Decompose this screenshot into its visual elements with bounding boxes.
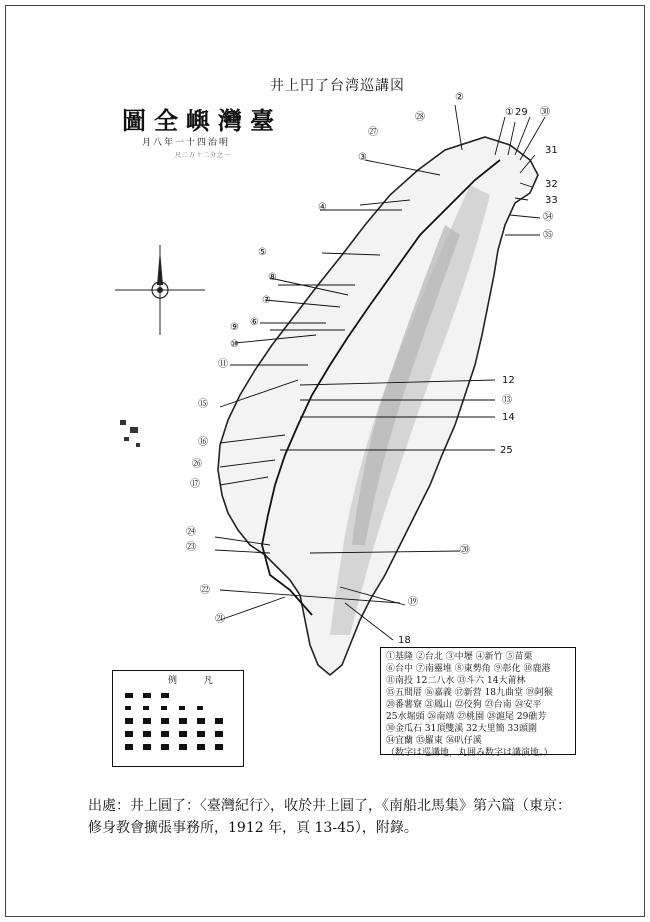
- map-marker-label: ㉟: [543, 230, 553, 241]
- legend-line: ㉚金瓜石 31頂雙溪 32大里簡 33頭圍: [386, 724, 537, 734]
- map-marker-label: ㉖: [192, 459, 202, 470]
- map-heading: 井上円了台湾巡講図: [270, 78, 405, 94]
- old-map-scale-note: 尺二万十二分之一: [175, 152, 232, 159]
- legend-line: （数字は巡講地，丸囲み数字は講演地。）: [386, 748, 553, 758]
- map-marker-label: ⑬: [502, 395, 512, 406]
- map-marker-label: 32: [545, 179, 558, 190]
- legend-line: 25水堀頭 ㉖南靖 ㉗桃園 ㉘滬尾 29礁芳: [386, 712, 547, 722]
- legend-line: ⑪南投 12二八水 ⑬斗六 14大莆林: [386, 676, 526, 686]
- symbol-legend-title: 例 凡: [168, 676, 225, 686]
- map-marker-label: ㉑: [215, 614, 225, 625]
- map-marker-label: 29: [515, 107, 528, 118]
- map-marker-label: ⑤: [258, 247, 267, 258]
- map-marker-label: ⑨: [230, 322, 239, 333]
- compass-rose-icon: [115, 245, 205, 335]
- taiwan-map: [90, 75, 585, 775]
- map-marker-label: ④: [318, 202, 327, 213]
- map-marker-label: 33: [545, 195, 558, 206]
- map-marker-label: ⑪: [218, 359, 228, 370]
- map-marker-label: ㉔: [186, 527, 196, 538]
- map-marker-label: 18: [398, 635, 411, 646]
- legend-line: ①基隆 ②台北 ③中壢 ④新竹 ⑤苗栗: [386, 652, 533, 662]
- legend-line: ⑮五間厝 ⑯嘉義 ⑰新营 18九曲堂 ⑲阿猴: [386, 688, 553, 698]
- old-map-title: 圖全嶼灣臺: [122, 106, 282, 135]
- map-marker-label: 25: [500, 445, 513, 456]
- island-outline: [218, 137, 538, 675]
- map-marker-label: ⑮: [198, 399, 208, 410]
- caption-line-1: 出處：井上圓了：〈臺灣紀行〉，收於井上圓了，《南船北馬集》第六篇（東京：: [88, 798, 571, 814]
- map-marker-label: ㉞: [543, 212, 553, 223]
- map-marker-label: ㉓: [186, 542, 196, 553]
- map-marker-label: ⑥: [250, 317, 259, 328]
- map-marker-label: 14: [502, 412, 515, 423]
- map-marker-label: 31: [545, 145, 558, 156]
- caption-line-2: 修身教會擴張事務所，1912 年，頁 13-45），附錄。: [88, 820, 418, 836]
- symbol-legend-marks: [113, 671, 243, 766]
- penghu-islands: [120, 420, 140, 447]
- map-marker-label: ⑰: [190, 479, 200, 490]
- map-marker-label: ㉗: [368, 127, 378, 138]
- map-symbol-legend: [112, 670, 244, 767]
- map-marker-label: ㉒: [200, 585, 210, 596]
- legend-line: ⑳番薯寮 ㉑鳳山 ㉒佼狗 ㉓台南 ㉔安平: [386, 700, 542, 710]
- old-map-imprint: 月八年一十四治明: [142, 138, 231, 148]
- map-marker-label: ⑳: [460, 545, 470, 556]
- map-marker-label: ②: [455, 92, 464, 103]
- map-marker-label: ⑦: [262, 295, 271, 306]
- legend-line: ㉞宜蘭 ㉟羅東 ㊱叭仔溪: [386, 736, 482, 746]
- source-caption: [88, 795, 608, 839]
- legend-line: ⑥台中 ⑦南靈堆 ⑧東勢角 ⑨彰化 ⑩鹿港: [386, 664, 551, 674]
- map-marker-label: ⑩: [230, 339, 239, 350]
- map-marker-label: ㉚: [540, 107, 550, 118]
- map-marker-label: ①: [505, 107, 514, 118]
- place-legend: [380, 647, 576, 758]
- map-marker-label: ⑧: [268, 272, 277, 283]
- map-marker-label: ㉘: [415, 112, 425, 123]
- map-marker-label: 12: [502, 375, 515, 386]
- map-marker-label: ⑲: [408, 597, 418, 608]
- map-marker-label: ⑯: [198, 437, 208, 448]
- map-marker-label: ③: [358, 152, 367, 163]
